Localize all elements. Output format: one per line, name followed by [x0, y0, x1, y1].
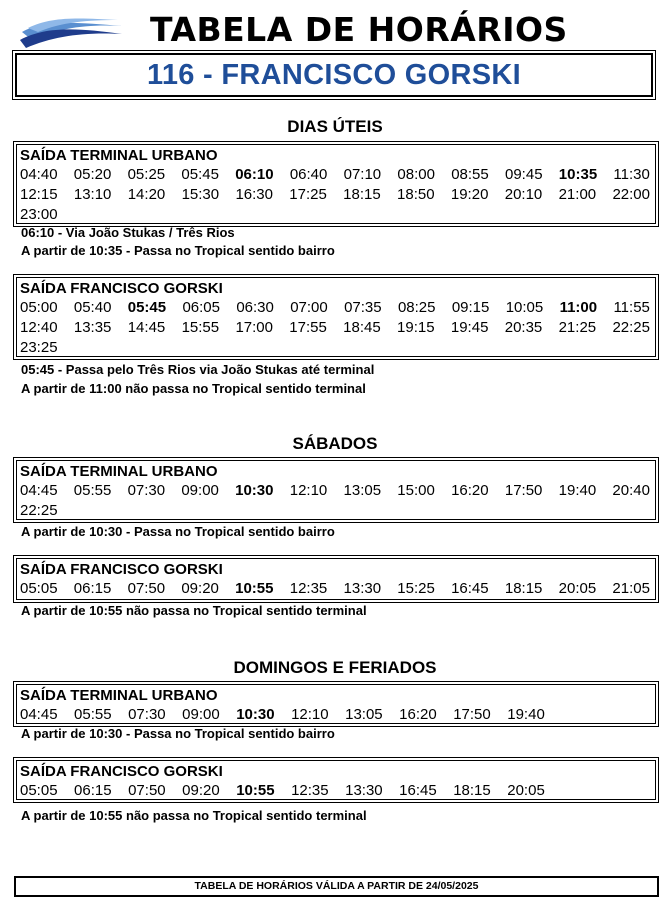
- departure-time: 19:20: [450, 186, 489, 203]
- departure-time: 22:25: [20, 502, 58, 519]
- departure-time: 05:45: [127, 299, 167, 316]
- departure-time: 19:40: [507, 706, 545, 723]
- departure-time: 05:05: [20, 580, 58, 597]
- time-row: [20, 185, 655, 205]
- departure-time: 09:15: [451, 299, 490, 316]
- departure-time: 16:45: [399, 782, 437, 799]
- departure-time: 07:35: [344, 299, 382, 316]
- departure-time: 17:50: [504, 482, 543, 499]
- departure-time: 11:00: [559, 299, 598, 316]
- departure-time: 05:25: [127, 166, 166, 183]
- time-rows: [17, 165, 655, 225]
- note: 06:10 - Via João Stukas / Três Rios: [21, 225, 235, 240]
- departure-time: 05:00: [20, 299, 58, 316]
- schedule-box-uteis-gorski: [16, 277, 656, 357]
- departure-time: 05:40: [73, 299, 112, 316]
- departure-time: 20:40: [612, 482, 650, 499]
- departure-time: 18:50: [397, 186, 435, 203]
- page-title: TABELA DE HORÁRIOS: [150, 10, 568, 49]
- departure-time: 06:05: [182, 299, 220, 316]
- time-rows: [17, 481, 655, 521]
- section-title-sabados: SÁBADOS: [292, 434, 378, 453]
- departure-time: 16:20: [451, 482, 489, 499]
- time-rows: [17, 705, 655, 725]
- departure-time: 12:35: [289, 580, 328, 597]
- time-row: [20, 501, 655, 521]
- schedule-box-domingos-gorski: [16, 760, 656, 800]
- departure-time: 09:20: [181, 580, 219, 597]
- time-rows: [17, 298, 655, 358]
- note: 05:45 - Passa pelo Três Rios via João Stukas até terminal: [21, 362, 375, 377]
- schedule-box-sabados-gorski: [16, 558, 656, 600]
- departure-time: 20:05: [558, 580, 597, 597]
- departure-time: 13:30: [343, 580, 382, 597]
- departure-time: 07:10: [343, 166, 382, 183]
- note: A partir de 10:35 - Passa no Tropical sentido bairro: [21, 243, 335, 258]
- note: A partir de 10:55 não passa no Tropical sentido terminal: [21, 808, 367, 823]
- departure-time: 13:05: [345, 706, 383, 723]
- validity-footer: TABELA DE HORÁRIOS VÁLIDA A PARTIR DE 24/05/2025: [14, 876, 659, 897]
- departure-time: 20:05: [507, 782, 545, 799]
- section-title-uteis: DIAS ÚTEIS: [287, 117, 383, 136]
- departure-time: 09:45: [505, 166, 543, 183]
- departure-time: 18:45: [343, 319, 381, 336]
- departure-time: 19:45: [450, 319, 489, 336]
- time-row: [20, 165, 655, 185]
- departure-time: 05:55: [73, 482, 112, 499]
- note: A partir de 11:00 não passa no Tropical sentido terminal: [21, 381, 366, 396]
- departure-time: 12:40: [20, 319, 58, 336]
- departure-time: 16:45: [451, 580, 489, 597]
- time-row: [20, 481, 655, 501]
- departure-time: 14:20: [127, 186, 166, 203]
- departure-time: 23:00: [20, 206, 58, 223]
- departure-time: 06:40: [289, 166, 328, 183]
- time-rows: [17, 579, 655, 599]
- departure-time: 04:45: [20, 706, 58, 723]
- departure-time: 10:55: [235, 580, 274, 597]
- departure-time: 06:15: [73, 580, 112, 597]
- departure-time: 13:10: [73, 186, 112, 203]
- departure-time: 11:30: [613, 166, 650, 183]
- departure-time: 08:55: [451, 166, 489, 183]
- departure-time: 16:30: [235, 186, 273, 203]
- departure-time: 08:25: [397, 299, 436, 316]
- departure-time: 10:55: [236, 782, 275, 799]
- departure-time: 14:45: [127, 319, 166, 336]
- schedule-box-sabados-terminal: [16, 460, 656, 520]
- departure-time: 17:25: [289, 186, 327, 203]
- departure-time: 07:00: [290, 299, 328, 316]
- departure-time: 10:05: [505, 299, 544, 316]
- departure-time: 06:15: [74, 782, 112, 799]
- departure-time: 05:05: [20, 782, 58, 799]
- departure-time: 13:05: [343, 482, 382, 499]
- departure-time: 21:00: [558, 186, 597, 203]
- section-title-domingos: DOMINGOS E FERIADOS: [233, 658, 437, 677]
- box-label: SAÍDA TERMINAL URBANO: [20, 463, 218, 480]
- departure-time: 21:05: [612, 580, 650, 597]
- box-label: SAÍDA TERMINAL URBANO: [20, 147, 218, 164]
- box-label: SAÍDA FRANCISCO GORSKI: [20, 561, 223, 578]
- departure-time: 22:25: [612, 319, 650, 336]
- departure-time: 23:25: [20, 339, 58, 356]
- departure-time: 18:15: [453, 782, 491, 799]
- departure-time: 10:35: [558, 166, 598, 183]
- departure-time: 20:10: [504, 186, 543, 203]
- departure-time: 18:15: [504, 580, 543, 597]
- departure-time: 12:10: [291, 706, 329, 723]
- departure-time: 09:00: [182, 706, 220, 723]
- departure-time: 19:40: [558, 482, 597, 499]
- route-title: 116 - FRANCISCO GORSKI: [147, 58, 521, 91]
- departure-time: 08:00: [397, 166, 435, 183]
- departure-time: 17:50: [453, 706, 491, 723]
- departure-time: 16:20: [399, 706, 437, 723]
- departure-time: 12:15: [20, 186, 58, 203]
- departure-time: 13:35: [73, 319, 112, 336]
- departure-time: 12:35: [291, 782, 329, 799]
- departure-time: 09:20: [182, 782, 220, 799]
- departure-time: 04:40: [20, 166, 58, 183]
- time-row: [20, 338, 655, 358]
- time-row: [20, 318, 655, 338]
- departure-time: 06:10: [235, 166, 274, 183]
- route-banner: [15, 53, 653, 97]
- departure-time: 09:00: [181, 482, 219, 499]
- wave-logo-icon: [18, 12, 124, 50]
- departure-time: 17:00: [235, 319, 273, 336]
- note: A partir de 10:55 não passa no Tropical sentido terminal: [21, 603, 367, 618]
- time-row: [20, 205, 655, 225]
- departure-time: 18:15: [343, 186, 381, 203]
- schedule-box-domingos-terminal: [16, 684, 656, 724]
- departure-time: 07:50: [128, 782, 166, 799]
- time-rows: [17, 781, 655, 801]
- departure-time: 22:00: [612, 186, 650, 203]
- departure-time: 06:30: [236, 299, 274, 316]
- departure-time: 07:30: [127, 482, 166, 499]
- departure-time: 15:00: [397, 482, 435, 499]
- departure-time: 04:45: [20, 482, 58, 499]
- departure-time: 13:30: [345, 782, 383, 799]
- departure-time: 05:20: [73, 166, 112, 183]
- departure-time: 21:25: [558, 319, 597, 336]
- departure-time: 12:10: [289, 482, 328, 499]
- note: A partir de 10:30 - Passa no Tropical sentido bairro: [21, 726, 335, 741]
- box-label: SAÍDA FRANCISCO GORSKI: [20, 763, 223, 780]
- departure-time: 15:30: [181, 186, 220, 203]
- note: A partir de 10:30 - Passa no Tropical sentido bairro: [21, 524, 335, 539]
- time-row: [20, 781, 655, 801]
- departure-time: 10:30: [235, 482, 274, 499]
- departure-time: 05:55: [74, 706, 112, 723]
- schedule-box-uteis-terminal: [16, 144, 656, 224]
- box-label: SAÍDA FRANCISCO GORSKI: [20, 280, 223, 297]
- time-row: [20, 705, 655, 725]
- time-row: [20, 579, 655, 599]
- departure-time: 19:15: [397, 319, 435, 336]
- departure-time: 11:55: [613, 299, 650, 316]
- departure-time: 20:35: [504, 319, 543, 336]
- departure-time: 15:25: [397, 580, 435, 597]
- departure-time: 17:55: [289, 319, 327, 336]
- departure-time: 05:45: [181, 166, 219, 183]
- departure-time: 07:50: [127, 580, 166, 597]
- departure-time: 07:30: [128, 706, 166, 723]
- departure-time: 15:55: [181, 319, 220, 336]
- box-label: SAÍDA TERMINAL URBANO: [20, 687, 218, 704]
- time-row: [20, 298, 655, 318]
- departure-time: 10:30: [236, 706, 275, 723]
